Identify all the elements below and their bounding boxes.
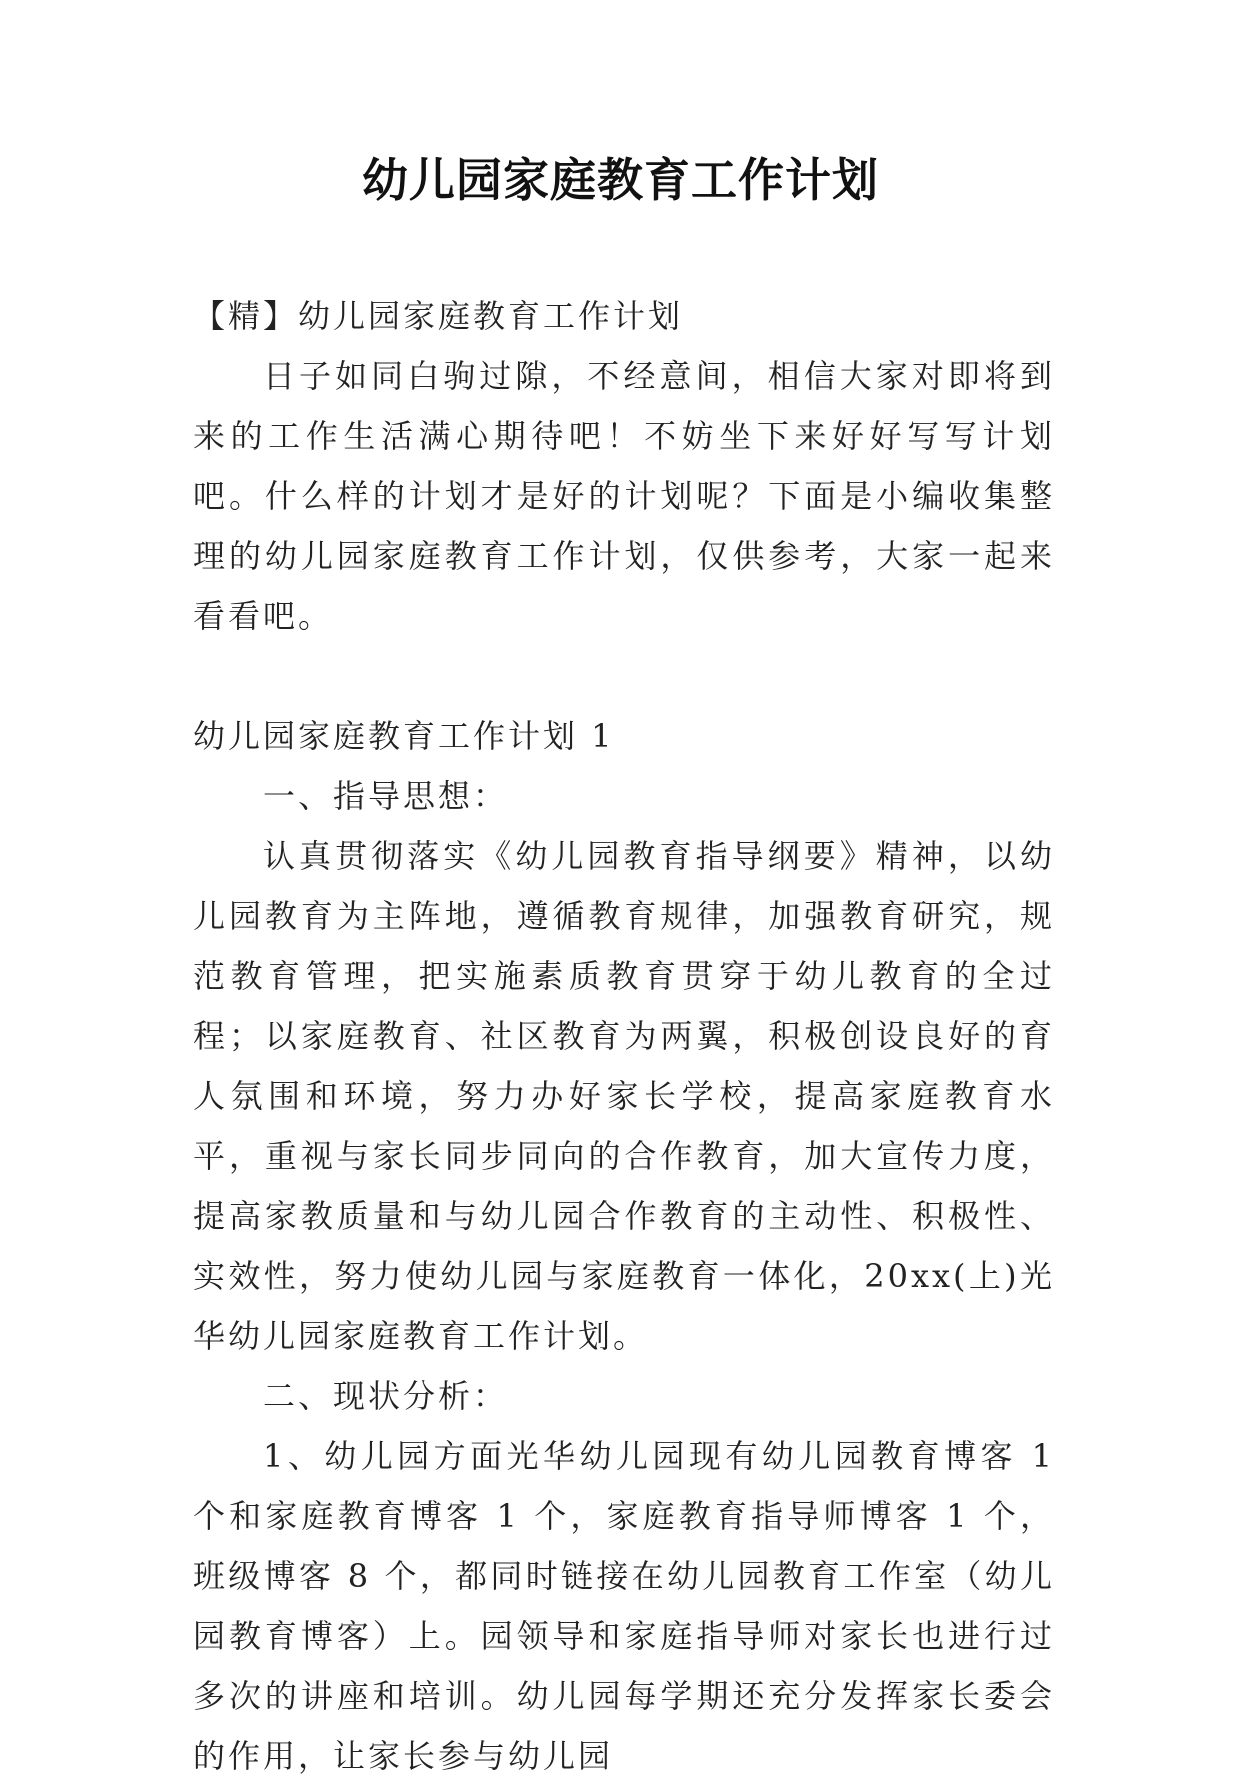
status-analysis-paragraph: 1、幼儿园方面光华幼儿园现有幼儿园教育博客 1 个和家庭教育博客 1 个，家庭教育指导师博客 1 个，班级博客 8 个，都同时链接在幼儿园教育工作室（幼儿园教育博客）上。园领导和家庭指导师对家长也进行过多次的讲座和培训。幼儿园每学期还充分发挥家长委会的作用，让家长参与幼儿园 xyxy=(193,1437,1055,1775)
guiding-thought-paragraph: 认真贯彻落实《幼儿园教育指导纲要》精神，以幼儿园教育为主阵地，遵循教育规律，加强教育研究，规范教育管理，把实施素质教育贯穿于幼儿教育的全过程；以家庭教育、社区教育为两翼，积极创设良好的育人氛围和环境，努力办好家长学校，提高家庭教育水平，重视与家长同步同向的合作教育，加大宣传力度，提高家教质量和与幼儿园合作教育的主动性、积极性、实效性，努力使幼儿园与家庭教育一体化，20xx(上)光华幼儿园家庭教育工作计划。 xyxy=(193,837,1055,1355)
document-title: 幼儿园家庭教育工作计划 xyxy=(362,153,879,207)
document-body xyxy=(193,286,1055,1786)
heading-guiding-thought: 一、指导思想： xyxy=(263,777,509,815)
heading-status-analysis: 二、现状分析： xyxy=(263,1377,509,1415)
intro-paragraph: 日子如同白驹过隙，不经意间，相信大家对即将到来的工作生活满心期待吧！不妨坐下来好好写写计划吧。什么样的计划才是好的计划呢？下面是小编收集整理的幼儿园家庭教育工作计划，仅供参考，大家一起来看看吧。 xyxy=(193,357,1055,635)
subtitle-line: 【精】幼儿园家庭教育工作计划 xyxy=(193,297,684,335)
section-title: 幼儿园家庭教育工作计划 1 xyxy=(193,717,615,755)
